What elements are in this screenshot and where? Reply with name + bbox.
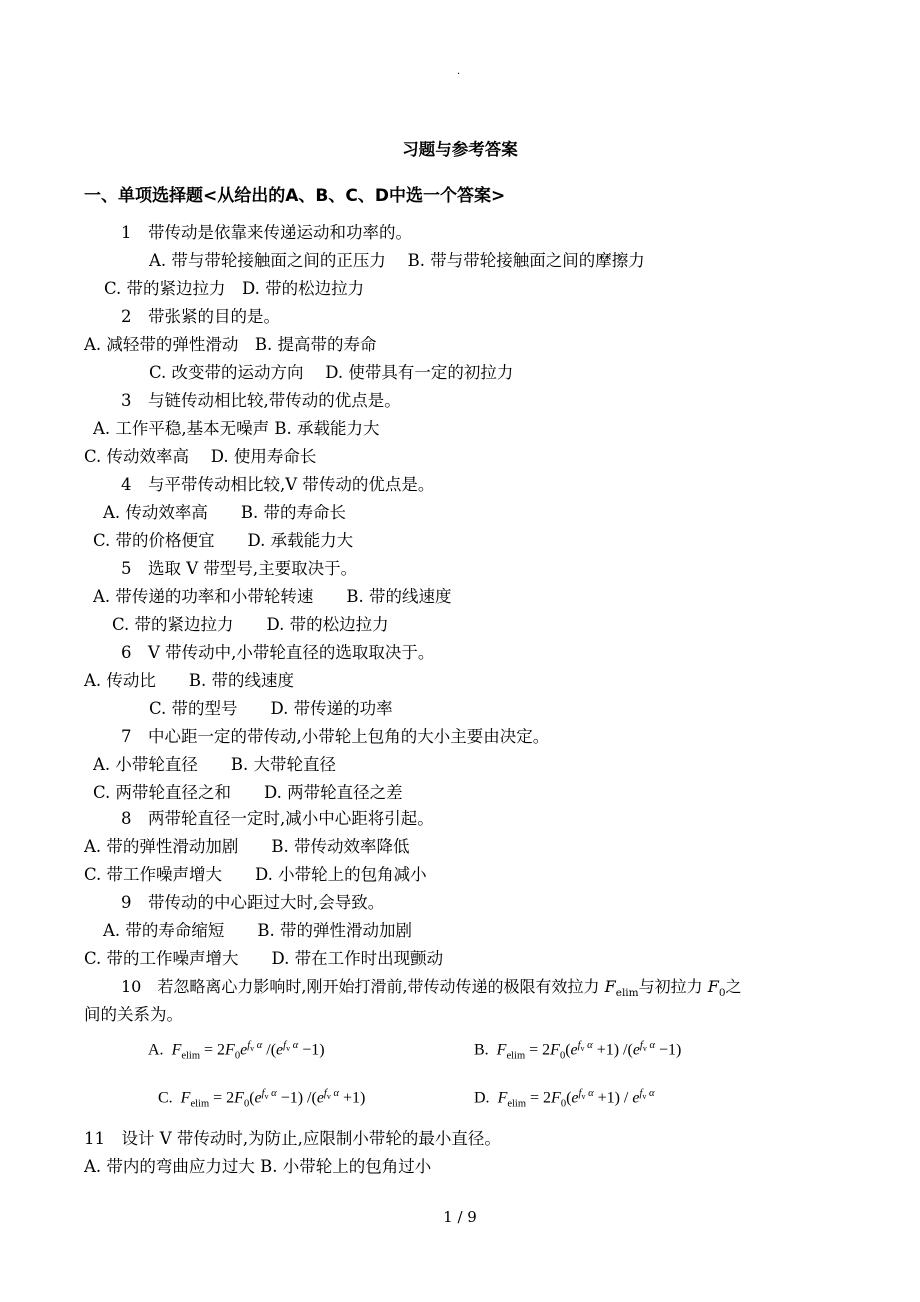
f0-subscript: 0 [718,987,726,1000]
question-8: 8 两带轮直径一定时,减小中心距将引起。 [121,809,434,828]
q9-options-cd: C. 带的工作噪声增大 D. 带在工作时出现颤动 [84,949,444,968]
q4-options-cd: C. 带的价格便宜 D. 承载能力大 [93,531,354,550]
q8-options-ab: A. 带的弹性滑动加剧 B. 带传动效率降低 [84,837,410,856]
formula-d: D. $F_{elim} = 2F_0(e^{f_v \alpha} +1) / e^{f_v \alpha}$ [474,1088,655,1110]
question-2: 2 带张紧的目的是。 [121,307,280,326]
q3-options-cd: C. 传动效率高 D. 使用寿命长 [84,447,317,466]
formula-d-label: D. [474,1089,490,1107]
question-6: 6 V 带传动中,小带轮直径的选取取决于。 [121,643,435,662]
formula-a-sub: elim [181,1050,201,1062]
q5-options-cd: C. 带的紧边拉力 D. 带的松边拉力 [112,615,389,634]
q6-options-cd: C. 带的型号 D. 带传递的功率 [149,699,393,718]
q7-options-cd: C. 两带轮直径之和 D. 两带轮直径之差 [93,783,403,802]
page-number: 1 / 9 [443,1208,477,1226]
question-11: 11 设计 V 带传动时,为防止,应限制小带轮的最小直径。 [84,1129,501,1148]
formula-b: B. $F_{elim} = 2F_0(e^{f_v \alpha} +1)$ $/(e^{f_v \alpha} -1)$ [474,1040,682,1062]
question-7: 7 中心距一定的带传动,小带轮上包角的大小主要由决定。 [121,727,550,746]
question-1: 1 带传动是依靠来传递运动和功率的。 [121,223,412,242]
formula-a-label: A. [148,1041,164,1059]
formula-c-label: C. [158,1089,173,1107]
formula-b-sub: elim [506,1050,526,1062]
question-10: 10 若忽略离心力影响时,刚开始打滑前,带传动传递的极限有效拉力 $F_{elim}$与初拉力 $F_0$之 [121,977,742,1000]
question-9: 9 带传动的中心距过大时,会导致。 [121,893,385,912]
question-10-text: 10 若忽略离心力影响时,刚开始打滑前,带传动传递的极限有效拉力 [121,977,600,996]
q10-mid-text: 与初拉力 [638,977,703,996]
q1-options-cd: C. 带的紧边拉力 D. 带的松边拉力 [104,279,365,298]
question-10-continued: 间的关系为。 [84,1005,183,1024]
question-4: 4 与平带传动相比较,V 带传动的优点是。 [121,475,435,494]
page-title: 习题与参考答案 [402,140,518,159]
question-5: 5 选取 V 带型号,主要取决于。 [121,559,358,578]
formula-b-label: B. [474,1041,489,1059]
formula-c: C. $F_{elim} = 2F_0(e^{f_v \alpha} -1)$ $/(e^{f_v \alpha} +1)$ [158,1088,366,1110]
formula-c-sub: elim [190,1098,210,1110]
formula-a: A. $F_{elim} = 2F_0e^{f_v \alpha}$ $/(e^{f_v \alpha} -1)$ [148,1040,325,1062]
f-elim-subscript: elim [615,987,639,1000]
q11-options-ab: A. 带内的弯曲应力过大 B. 小带轮上的包角过小 [84,1157,432,1176]
q9-options-ab: A. 带的寿命缩短 B. 带的弹性滑动加剧 [103,921,413,940]
q5-options-ab: A. 带传递的功率和小带轮转速 B. 带的线速度 [93,587,452,606]
q6-options-ab: A. 传动比 B. 带的线速度 [84,671,295,690]
q4-options-ab: A. 传动效率高 B. 带的寿命长 [103,503,347,522]
q8-options-cd: C. 带工作噪声增大 D. 小带轮上的包角减小 [84,865,427,884]
q10-end-text: 之 [725,977,742,996]
q2-options-cd: C. 改变带的运动方向 D. 使带具有一定的初拉力 [149,363,514,382]
q2-options-ab: A. 减轻带的弹性滑动 B. 提高带的寿命 [84,335,377,354]
header-dot: . [457,66,461,77]
q1-options-ab: A. 带与带轮接触面之间的正压力 B. 带与带轮接触面之间的摩擦力 [149,251,645,270]
section-heading: 一、单项选择题<从给出的A、B、C、D中选一个答案> [84,186,506,206]
formula-d-sub: elim [507,1098,527,1110]
question-3: 3 与链传动相比较,带传动的优点是。 [121,391,401,410]
q7-options-ab: A. 小带轮直径 B. 大带轮直径 [93,755,337,774]
q3-options-ab: A. 工作平稳,基本无噪声 B. 承载能力大 [93,419,380,438]
